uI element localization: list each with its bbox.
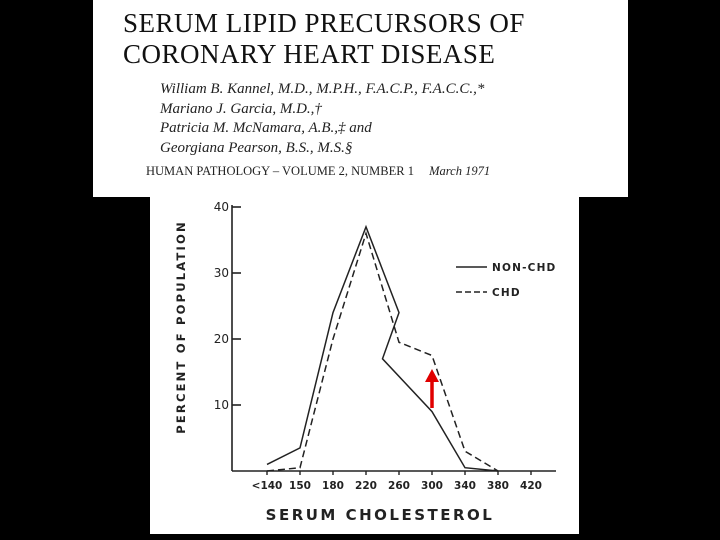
journal-citation: [146, 164, 490, 179]
x-tick-label: 220: [355, 480, 377, 492]
author-line-2: Mariano J. Garcia, M.D.,†: [160, 100, 322, 117]
x-tick-label: 340: [454, 480, 476, 492]
legend: [456, 262, 556, 299]
author-list: [160, 80, 620, 158]
axes: [214, 200, 556, 492]
y-tick-label: 40: [213, 200, 229, 214]
paper-title-line-2: CORONARY HEART DISEASE: [123, 39, 496, 69]
y-axis-label: PERCENT OF POPULATION: [174, 220, 188, 434]
annotations: [425, 369, 439, 408]
x-tick-label: 420: [520, 480, 542, 492]
journal-date: March 1971: [429, 164, 491, 178]
y-tick-label: 10: [213, 398, 229, 412]
x-tick-label: 380: [487, 480, 509, 492]
author-line-3: Patricia M. McNamara, A.B.,‡ and: [160, 120, 372, 136]
x-axis-label: SERUM CHOLESTEROL: [265, 506, 495, 524]
y-tick-label: 30: [213, 266, 229, 280]
paper-title: [123, 8, 623, 70]
journal-name: HUMAN PATHOLOGY – VOLUME 2, NUMBER 1: [146, 164, 414, 178]
series-line-non-chd: [267, 227, 498, 471]
x-tick-label: 180: [322, 480, 344, 492]
series-lines: [267, 227, 498, 471]
x-tick-label: 300: [421, 480, 443, 492]
paper-header-card: [93, 0, 628, 197]
y-tick-label: 20: [213, 332, 229, 346]
x-tick-label: 260: [388, 480, 410, 492]
legend-label-non-chd: NON-CHD: [492, 262, 557, 274]
chart-card: [150, 197, 579, 534]
x-tick-label: <140: [251, 480, 283, 492]
author-line-1: William B. Kannel, M.D., M.P.H., F.A.C.P., F.A.C.C.,*: [160, 81, 485, 97]
cholesterol-distribution-chart: [150, 197, 579, 534]
legend-label-chd: CHD: [492, 287, 521, 299]
x-tick-label: 150: [289, 480, 311, 492]
author-line-4: Georgiana Pearson, B.S., M.S.§: [160, 139, 353, 156]
paper-title-line-1: SERUM LIPID PRECURSORS OF: [123, 8, 525, 38]
